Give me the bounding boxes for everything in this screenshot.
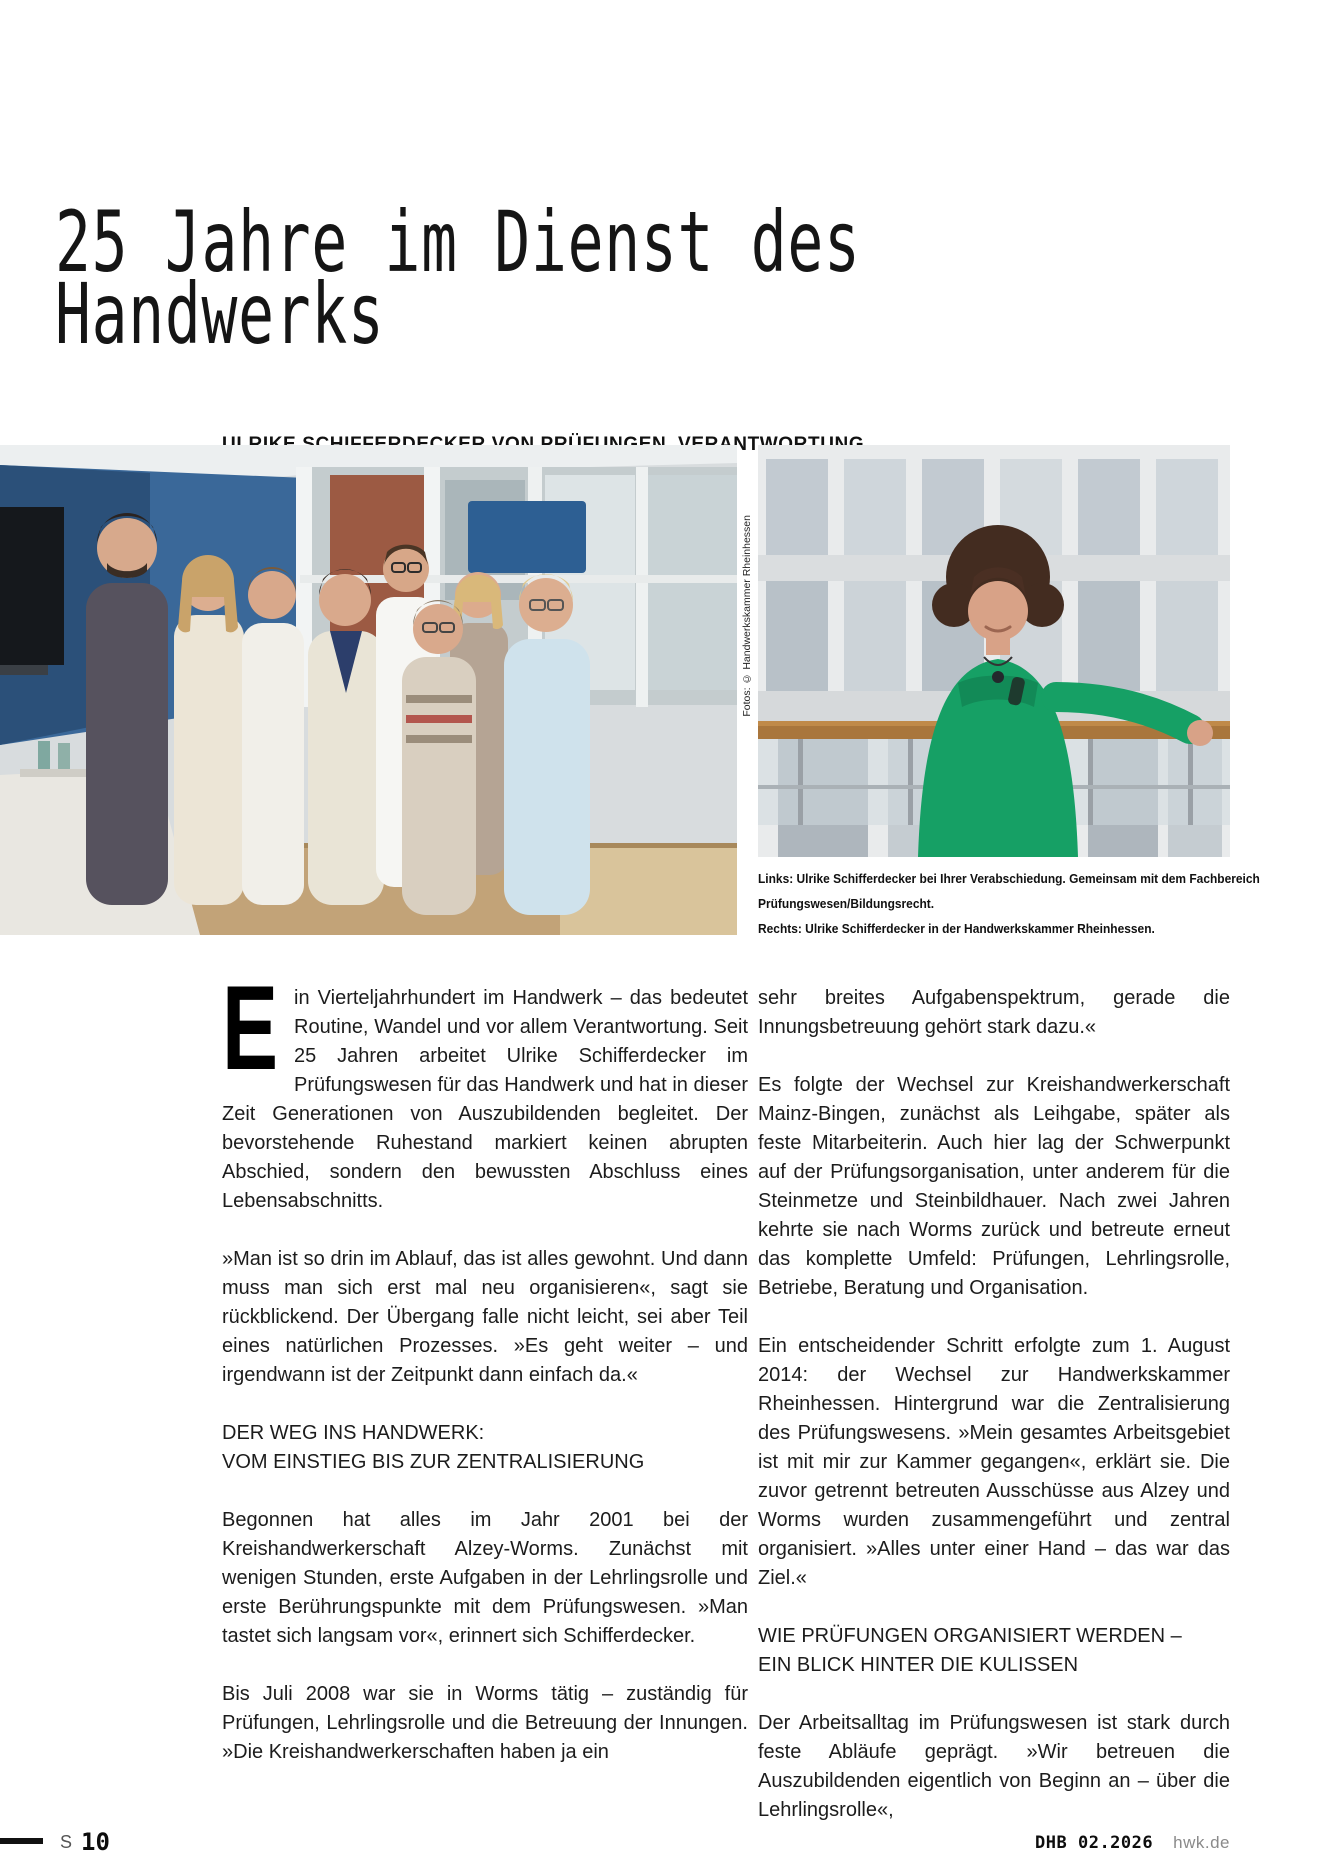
photo-credit [736,445,757,717]
paragraph: »Man ist so drin im Ablauf, das ist alles gewohnt. Und dann muss man sich erst mal neu organisieren«, sagt sie rückblickend. Der Übergang falle nicht leicht, sei aber Teil eines natürlichen Prozesses. »Es geht weiter – und irgendwann ist der Zeitpunkt dann einfach da.« [222,1248,748,1386]
paragraph: Es folgte der Wechsel zur Kreishandwerkerschaft Mainz-Bingen, zunächst als Leihgabe, später als feste Mitarbeiterin. Auch hier lag der Schwerpunkt auf der Prüfungsorganisation, unter anderem für die Steinmetze und Steinbildhauer. Nach zwei Jahren kehrte sie nach Worms zurück und betreute erneut das komplette Umfeld: Prüfungen, Lehrlingsrolle, Betriebe, Beratung und Organisation. [758,1074,1230,1299]
article-column-left [222,961,748,1767]
photo-credit-text: Fotos: © Handwerkskammer Rheinhessen [740,515,753,717]
footer-website-link[interactable]: hwk.de [1173,1833,1230,1852]
paragraph: Begonnen hat alles im Jahr 2001 bei der Kreishandwerkerschaft Alzey-Worms. Zunächst mit wenigen Stunden, erste Aufgaben in der Lehrlingsrolle und erste Berührungspunkte mit dem Prüfungswesen. »Man tastet sich langsam vor«, erinnert sich Schifferdecker. [222,1509,748,1647]
section-heading-line2: EIN BLICK HINTER DIE KULISSEN [758,1654,1079,1676]
page-title-line1: 25 Jahre im Dienst des [55,193,861,291]
footer-page-prefix: S [60,1832,74,1852]
footer-issue-info [1035,1833,1230,1853]
section-heading-line1: WIE PRÜFUNGEN ORGANISIERT WERDEN – [758,1625,1182,1647]
article-column-right [758,984,1230,1825]
footer-page-number [60,1828,110,1856]
paragraph: Der Arbeitsalltag im Prüfungswesen ist stark durch feste Abläufe geprägt. »Wir betreuen die Auszubildenden eigentlich von Beginn an – über die Lehrlingsrolle«, [758,1712,1230,1821]
photo-group-farewell [0,445,737,935]
footer-issue: DHB 02.2026 [1035,1833,1154,1853]
photo-caption-line3: Rechts: Ulrike Schifferdecker in der Handwerkskammer Rheinhessen. [758,921,1155,936]
drop-cap: E [222,961,279,1095]
paragraph-text: in Vierteljahrhundert im Handwerk – das bedeutet Routine, Wandel und vor allem Verantwortung. Seit 25 Jahren arbeitet Ulrike Schifferdecker im Prüfungswesen für das Handwerk und hat in dieser Zeit Generationen von Auszubildenden begleitet. Der bevorstehende Ruhestand markiert keinen abrupten Abschied, sondern den bewussten Abschluss eines Lebensabschnitts. [222,987,748,1212]
footer-rule [0,1838,43,1844]
paragraph: sehr breites Aufgabenspektrum, gerade die Innungsbetreuung gehört stark dazu.« [758,987,1230,1038]
section-heading-line1: DER WEG INS HANDWERK: [222,1422,485,1444]
photo-caption-line2: Prüfungswesen/Bildungsrecht. [758,896,935,911]
page-title-line2: Handwerks [55,265,385,363]
paragraph: Ein entscheidender Schritt erfolgte zum 1. August 2014: der Wechsel zur Handwerkskammer Rheinhessen. Hintergrund war die Zentralisierung des Prüfungswesens. »Mein gesamtes Arbeitsgebiet ist mit mir zur Kammer gegangen«, erklärt sie. Die zuvor getrennt betreuten Ausschüsse aus Alzey und Worms wurden zusammengeführt und zentral organisiert. »Alles unter einer Hand – das war das Ziel.« [758,1335,1230,1589]
paragraph [222,961,748,1216]
page-title [55,193,861,363]
photo-portrait-schifferdecker [758,445,1230,857]
footer-page-num: 10 [81,1828,110,1856]
paragraph: Bis Juli 2008 war sie in Worms tätig – zuständig für Prüfungen, Lehrlingsrolle und die Betreuung der Innungen. »Die Kreishandwerkerschaften haben ja ein [222,1683,748,1763]
photo-portrait-illustration [758,445,1230,857]
photo-group-illustration [0,445,737,935]
photo-caption [758,866,1260,941]
photo-caption-line1: Links: Ulrike Schifferdecker bei Ihrer Verabschiedung. Gemeinsam mit dem Fachbereich [758,871,1260,886]
section-heading-line2: VOM EINSTIEG BIS ZUR ZENTRALISIERUNG [222,1451,645,1473]
